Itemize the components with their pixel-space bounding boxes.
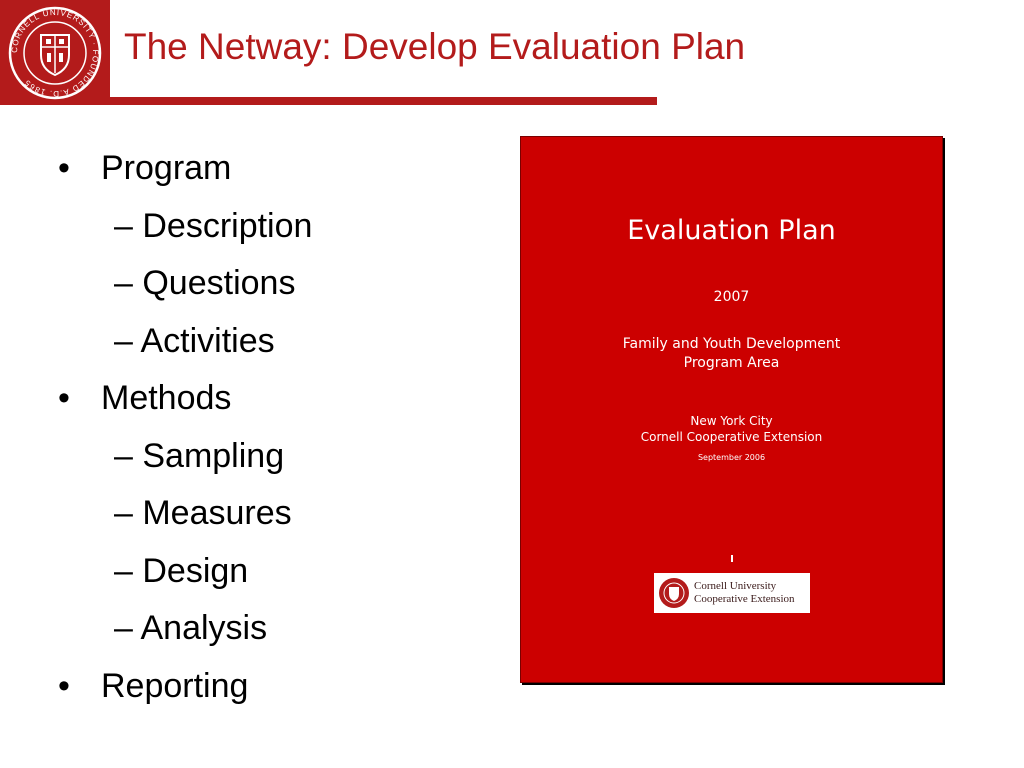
sub-bullet-item <box>58 490 312 548</box>
sub-bullet-item <box>58 605 312 663</box>
bullet-label: – Sampling <box>114 436 285 475</box>
cover-divider <box>731 555 733 562</box>
svg-text:CORNELL UNIVERSITY · FOUNDED A: CORNELL UNIVERSITY · FOUNDED A.D. 1865 <box>9 7 101 99</box>
cover-logo-line1: Cornell University <box>694 580 777 592</box>
cornell-seal-icon <box>5 3 105 103</box>
sub-bullet-item <box>58 433 312 491</box>
title-underline <box>110 97 657 105</box>
sub-bullet-item <box>58 548 312 606</box>
bullet-label: – Measures <box>114 494 292 532</box>
cover-area-line2: Program Area <box>683 355 780 371</box>
page-title: The Netway: Develop Evaluation Plan <box>124 26 746 67</box>
bullet-mark: • <box>58 666 70 705</box>
sub-bullet-item <box>58 203 312 261</box>
bullet-mark: • <box>58 379 70 417</box>
cover-org-line1: New York City <box>690 414 773 428</box>
bullet-label: – Description <box>114 206 313 245</box>
cornell-seal-logo <box>0 0 110 105</box>
bullet-mark: • <box>58 149 70 187</box>
cover-title: Evaluation Plan <box>627 215 836 246</box>
bullet-label: – Activities <box>114 321 275 360</box>
bullet-label: Methods <box>101 379 232 417</box>
bullet-label: – Design <box>114 551 249 590</box>
cover-year: 2007 <box>713 289 750 305</box>
cover-logo-line2: Cooperative Extension <box>694 593 795 605</box>
sub-bullet-item <box>58 318 312 376</box>
bullet-label: – Analysis <box>114 609 268 647</box>
bullet-label: Reporting <box>101 666 249 705</box>
cover-program-area <box>521 335 942 373</box>
bullet-item <box>58 145 312 203</box>
bullet-label: – Questions <box>114 264 296 302</box>
sub-bullet-item <box>58 260 312 318</box>
cornell-seal-small-icon <box>658 577 690 609</box>
cover-date: September 2006 <box>697 453 766 462</box>
bullet-label: Program <box>101 149 232 187</box>
bullet-list <box>58 145 312 720</box>
bullet-item <box>58 663 312 721</box>
evaluation-plan-cover-image <box>520 136 943 683</box>
bullet-item <box>58 375 312 433</box>
cover-org-line2: Cornell Cooperative Extension <box>640 430 823 444</box>
cover-organization <box>521 413 942 445</box>
cover-area-line1: Family and Youth Development <box>622 336 841 352</box>
cooperative-extension-logo <box>654 573 810 613</box>
